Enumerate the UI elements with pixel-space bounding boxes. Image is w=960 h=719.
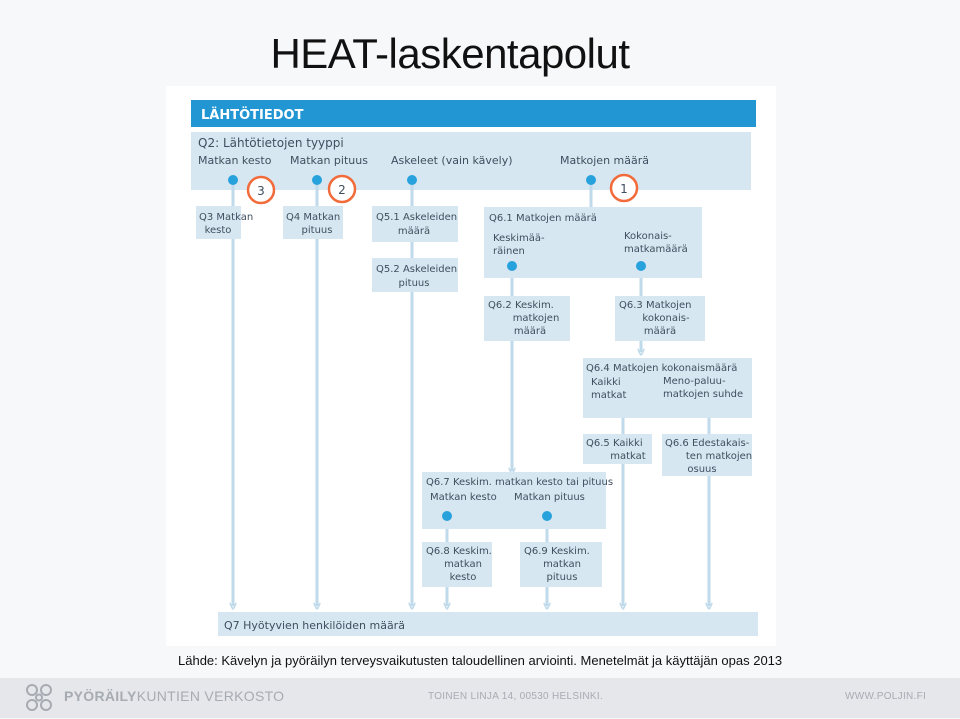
q65-line-1: Q6.5 Kaikki [586, 438, 643, 449]
q69-line-3: pituus [546, 572, 578, 583]
q62-line-1: Q6.2 Keskim. [488, 300, 554, 311]
priority-3: 3 [257, 184, 265, 198]
q3-line-2: kesto [204, 225, 232, 236]
q65-line-2: matkat [610, 451, 646, 462]
option-trip-length: Matkan pituus [290, 154, 368, 167]
slide-title: HEAT-laskentapolut [270, 30, 630, 77]
q4-line-1: Q4 Matkan [286, 212, 341, 223]
q68-line-3: kesto [449, 572, 477, 583]
q66-line-1: Q6.6 Edestakais- [665, 438, 750, 449]
q4-line-2: pituus [301, 225, 333, 236]
q61-left-line-1: Keskimää- [493, 233, 545, 244]
q66-line-2: ten matkojen [685, 451, 753, 462]
priority-1: 1 [620, 182, 628, 196]
q69-line-1: Q6.9 Keskim. [524, 546, 590, 557]
q61-right-line-1: Kokonais- [624, 231, 672, 242]
q67-title: Q6.7 Keskim. matkan kesto tai pituus [426, 477, 614, 488]
q67-right: Matkan pituus [514, 492, 585, 503]
q7-label: Q7 Hyötyvien henkilöiden määrä [224, 619, 405, 632]
q3-line-1: Q3 Matkan [199, 212, 254, 223]
option-steps: Askeleet (vain kävely) [391, 154, 513, 167]
q63-line-1: Q6.3 Matkojen [619, 300, 692, 311]
q66-line-3: osuus [687, 464, 717, 475]
q64-right-line-2: matkojen suhde [663, 389, 744, 400]
diagram-svg [166, 86, 776, 646]
q64-left-line-2: matkat [591, 390, 627, 401]
footer-address: TOINEN LINJA 14, 00530 HELSINKI. [428, 691, 604, 702]
calculation-path-diagram [166, 86, 776, 646]
footer-website: WWW.POLJIN.FI [845, 691, 927, 702]
q51-line-1: Q5.1 Askeleiden [376, 212, 458, 223]
dot-steps [407, 175, 417, 185]
option-trip-duration: Matkan kesto [198, 154, 272, 167]
logo-main-text: PYÖRÄILY [64, 688, 137, 704]
q61-dot-left [507, 261, 517, 271]
q69-line-2: matkan [543, 559, 581, 570]
q64-left-line-1: Kaikki [591, 377, 621, 388]
network-logo-text [64, 688, 284, 704]
q61-left-line-2: räinen [493, 246, 525, 257]
q61-dot-right [636, 261, 646, 271]
q2-title: Q2: Lähtötietojen tyyppi [198, 136, 344, 150]
source-caption: Lähde: Kävelyn ja pyöräilyn terveysvaikutusten taloudellinen arviointi. Menetelmät ja käyttäjän opas 2013 [178, 653, 783, 668]
q63-line-2: kokonais- [642, 313, 690, 324]
q64-right-line-1: Meno-paluu- [663, 376, 726, 387]
option-trip-count: Matkojen määrä [560, 154, 650, 167]
q67-dot-right [542, 511, 552, 521]
q67-dot-left [442, 511, 452, 521]
dot-count [586, 175, 596, 185]
header-label: LÄHTÖTIEDOT [201, 108, 304, 123]
q52-line-1: Q5.2 Askeleiden [376, 264, 458, 275]
q63-line-3: määrä [643, 326, 677, 337]
q62-line-2: matkojen [512, 313, 560, 324]
dot-duration [228, 175, 238, 185]
q67-left: Matkan kesto [430, 492, 497, 503]
logo-sub-text: KUNTIEN VERKOSTO [136, 688, 285, 704]
q68-line-2: matkan [444, 559, 482, 570]
dot-length [312, 175, 322, 185]
q52-line-2: pituus [398, 278, 430, 289]
q64-title: Q6.4 Matkojen kokonaismäärä [586, 363, 738, 374]
priority-2: 2 [338, 183, 346, 197]
q61-right-line-2: matkamäärä [624, 244, 688, 255]
q61-title: Q6.1 Matkojen määrä [489, 213, 597, 224]
bicycle-logo-icon [22, 682, 56, 719]
q68-line-1: Q6.8 Keskim. [426, 546, 492, 557]
q51-line-2: määrä [397, 226, 431, 237]
q62-line-3: määrä [513, 326, 547, 337]
